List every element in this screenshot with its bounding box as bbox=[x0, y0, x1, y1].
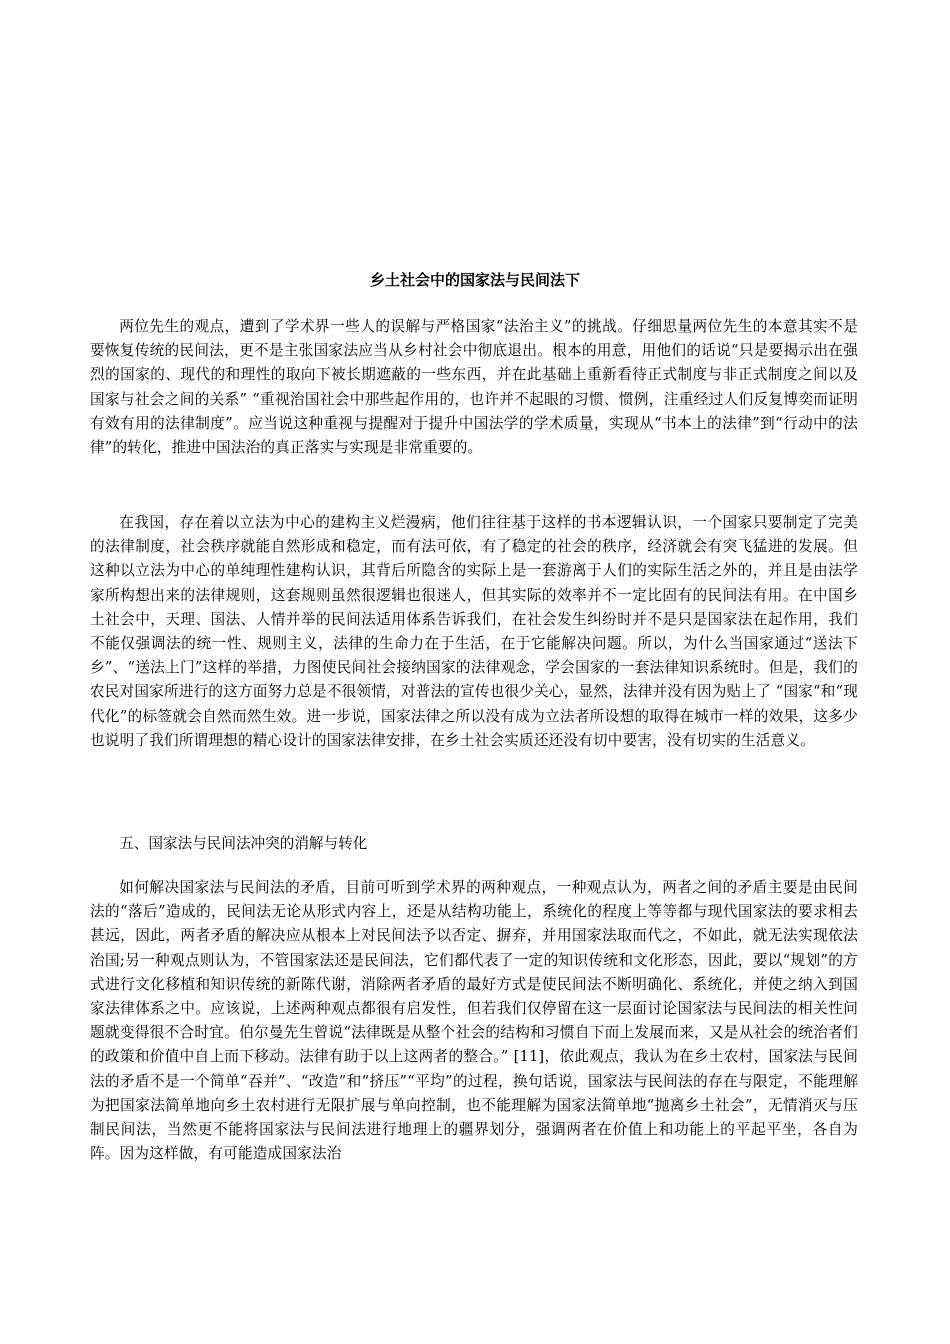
body-paragraph-2: 在我国，存在着以立法为中心的建构主义烂漫病，他们往往基于这样的书本逻辑认识，一个国家只要制定了完美的法律制度，社会秩序就能自然形成和稳定，而有法可依，有了稳定的社会的秩序，经济就会有突飞猛进的发展。但这种以立法为中心的单纯理性建构认识，其背后所隐含的实际上是一套游离于人们的实际生活之外的，并且是由法学家所构想出来的法律规则，这套规则虽然很逻辑也很迷人，但其实际的效率并不一定比固有的民间法有用。在中国乡土社会中，天理、国法、人情并举的民间法适用体系告诉我们，在社会发生纠纷时并不是只是国家法在起作用，我们不能仅强调法的统一性、规则主义，法律的生命力在于生活，在于它能解决问题。所以，为什么当国家通过“送法下乡”、“送法上门”这样的举措，力图使民间社会接纳国家的法律观念，学会国家的一套法律知识系统时。但是，我们的农民对国家所进行的这方面努力总是不很领情，对普法的宣传也很少关心，显然，法律并没有因为贴上了 “国家“和“现代化”的标签就会自然而然生效。进一步说，国家法律之所以没有成为立法者所设想的取得在城市一样的效果，这多少也说明了我们所谓理想的精心设计的国家法律安排，在乡土社会实质还还没有切中要害，没有切实的生活意义。 bbox=[90, 514, 858, 749]
body-paragraph-1: 两位先生的观点，遭到了学术界一些人的误解与严格国家“法治主义”的挑战。仔细思量两位先生的本意其实不是要恢复传统的民间法，更不是主张国家法应当从乡村社会中彻底退出。根本的用意，用他们的话说“只是要揭示出在强烈的国家的、现代的和理性的取向下被长期遮蔽的一些东西，并在此基础上重新看待正式制度与非正式制度之间以及国家与社会之间的关系” “重视治国社会中那些起作用的，也许并不起眼的习惯、惯例，注重经过人们反复博奕而证明有效有用的法律制度”。应当说这种重视与提醒对于提升中国法学的学术质量，实现从“书本上的法律”到“行动中的法律”的转化，推进中国法治的真正落实与实现是非常重要的。 bbox=[90, 318, 858, 457]
document-title: 乡土社会中的国家法与民间法下 bbox=[369, 271, 580, 289]
section-heading: 五、国家法与民间法冲突的消解与转化 bbox=[119, 835, 368, 852]
body-paragraph-3: 如何解决国家法与民间法的矛盾，目前可听到学术界的两种观点，一种观点认为，两者之间的矛盾主要是由民间法的“落后”造成的，民间法无论从形式内容上，还是从结构功能上，系统化的程度上等等都与现代国家法的要求相去甚远，因此，两者矛盾的解决应从根本上对民间法予以否定、摒弃，并用国家法取而代之，不如此，就无法实现依法治国;另一种观点则认为，不管国家法还是民间法，它们都代表了一定的知识传统和文化形态，因此，要以“规划”的方式进行文化移植和知识传统的新陈代谢，消除两者矛盾的最好方式是使民间法不断明确化、系统化，并使之纳入到国家法律体系之中。应该说，上述两种观点都很有启发性，但若我们仅停留在这一层面讨论国家法与民间法的相关性问题就变得很不合时宜。伯尔曼先生曾说“法律既是从整个社会的结构和习惯自下而上发展而来，又是从社会的统治者们的政策和价值中自上而下移动。法律有助于以上这两者的整合。” [11]，依此观点，我认为在乡土农村，国家法与民间法的矛盾不是一个简单“吞并”、“改造”和“挤压”“平均”的过程，换句话说，国家法与民间法的存在与限定，不能理解为把国家法简单地向乡土农村进行无限扩展与单向控制，也不能理解为国家法简单地“抛离乡土社会”，无情消灭与压制民间法，当然更不能将国家法与民间法进行地理上的疆界划分，强调两者在价值上和功能上的平起平坐，各自为阵。因为这样做，有可能造成国家法治 bbox=[90, 879, 858, 1163]
